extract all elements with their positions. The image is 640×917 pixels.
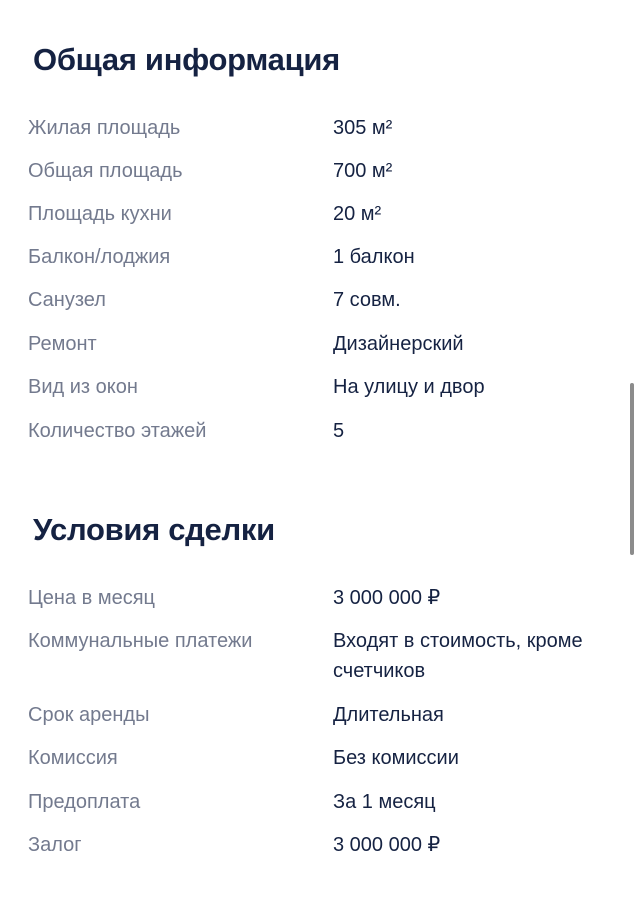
- deal-value: Без комиссии: [333, 747, 459, 769]
- general-info-heading: Общая информация: [33, 42, 340, 77]
- deal-label: Предоплата: [28, 791, 141, 813]
- deal-value: 3 000 000 ₽: [333, 834, 441, 856]
- info-label: Общая площадь: [28, 160, 183, 182]
- info-label: Жилая площадь: [28, 117, 181, 139]
- info-value: 1 балкон: [333, 246, 415, 268]
- info-value: 7 совм.: [333, 289, 401, 311]
- info-label: Количество этажей: [28, 420, 207, 442]
- info-label: Вид из окон: [28, 376, 138, 398]
- deal-value: За 1 месяц: [333, 791, 436, 813]
- scrollbar[interactable]: [630, 383, 634, 555]
- info-value: 700 м²: [333, 160, 393, 182]
- deal-value: Длительная: [333, 704, 444, 726]
- deal-label: Залог: [28, 834, 82, 856]
- info-label: Балкон/лоджия: [28, 246, 171, 268]
- info-label: Санузел: [28, 289, 106, 311]
- deal-label: Срок аренды: [28, 704, 150, 726]
- deal-terms-heading: Условия сделки: [33, 512, 275, 547]
- deal-label: Комиссия: [28, 747, 118, 769]
- info-value: 305 м²: [333, 117, 393, 139]
- info-value: 5: [333, 420, 345, 442]
- deal-value: Входят в стоимость, кроме счетчиков: [333, 630, 583, 682]
- info-label: Площадь кухни: [28, 203, 172, 225]
- info-value: 20 м²: [333, 203, 382, 225]
- info-label: Ремонт: [28, 333, 97, 355]
- info-value: На улицу и двор: [333, 376, 485, 398]
- info-value: Дизайнерский: [333, 333, 464, 355]
- deal-value: 3 000 000 ₽: [333, 587, 441, 609]
- deal-label: Коммунальные платежи: [28, 630, 253, 652]
- deal-label: Цена в месяц: [28, 587, 155, 609]
